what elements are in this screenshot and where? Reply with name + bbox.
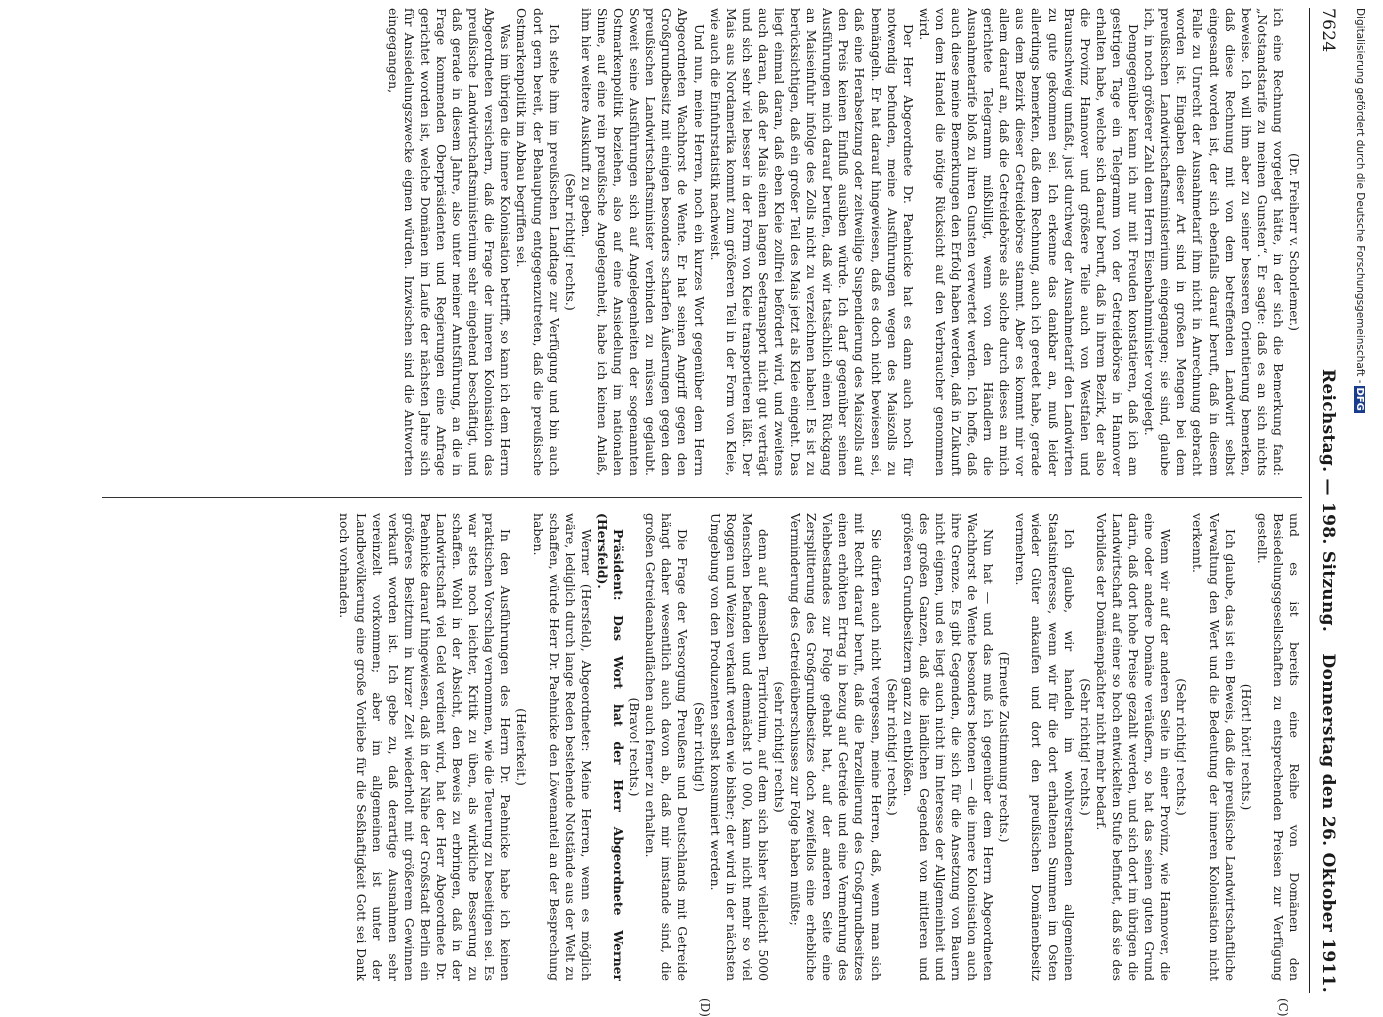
paragraph: Die Frage der Versorgung Preußens und Deutschlands mit Getreide hängt daher wesentlich auch davon ab, daß mir imstande sind, die großen Getreideanbauflächen auch ferner zu erhalten. [643, 513, 691, 981]
paragraph: Wenn wir auf der anderen Seite in einer Provinz, wie Hannover, die eine oder andere Domäne veräußern, so hat das seinen guten Grund darin, daß dort hohe Preise gezahlt werden, und sich dort im übrigen die Landwirtschaft auf einer so hoch entwickelten Stufe befindet, daß sie des Vorbildes der Domänenpächter nicht mehr bedarf. [1093, 513, 1174, 981]
paragraph: Sie dürfen auch nicht vergessen, meine Herren, daß, wenn man sich mit Recht darauf beruft, daß die Parzellierung des Großgrundbesitzes einen erhöhten Ertrag in bezug auf Getreide und eine Vermehrung des Viehbestandes zur Folge gehabt hat, auf der anderen Seite eine Zersplitterung des Großgrundbesitzes doch zweifellos eine erhebliche Verminderung des Getreideüberschusses zur Folge haben müßte; [788, 513, 884, 981]
paragraph: Ich glaube, wir handeln im wohlverstandenen allgemeinen Staatsinteresse, wenn wir für die dort erhaltenen Summen im Osten wieder Güter ankaufen und dort den preußischen Domänenbesitz vermehren. [1013, 513, 1077, 981]
speaker-paragraph: Werner (Hersfeld), Abgeordneter: Meine Herren, wenn es möglich wäre, lediglich durch lange Reden bestehende Notstände aus der Welt zu schaffen, würde Herr Dr. Paehnicke den Löwenanteil an der Besprechung haben. [530, 513, 594, 981]
interjection: (Sehr richtig! rechts.) [884, 678, 900, 816]
paragraph: Was im übrigen die innere Kolonisation betrifft, so kann ich dem Herrn Abgeordneten versichern, daß die Frage der inneren Kolonisation das preußische Landwirtschaftsministerium sehr eingehend beschäftigt, und daß gerade in diesem Jahre, also unter meiner Amtsführung, an die in Frage kommenden Oberpräsidenten und Regierungen eine Anfrage gerichtet worden ist, welche Domänen im Laufe der nächsten Jahre sich für Ansiedelungszwecke eignen würden. Inzwischen sind die Antworten eingegangen, [385, 8, 514, 476]
paragraph: Ich stehe ihm im preußischen Landtage zur Verfügung und bin auch dort gern bereit, der Behauptung entgegenzutreten, daß die preußische Ostmarkenpolitik im Abbau begriffen sei. [514, 8, 562, 476]
credit-text: Digitalisierung gefördert durch die Deutsche Forschungsgemeinschaft - [1354, 8, 1366, 384]
rotated-page-content [52, 8, 1352, 1017]
paragraph: Der Herr Abgeordnete Dr. Paehnicke hat es dann auch noch für notwendig befunden, meine Ausführungen wegen des Maiszolls zu bemängeln. Er hat darauf hingewiesen, daß es doch nicht bewiesen sei, daß eine Herabsetzung oder zeitweilige Suspendierung des Maiszolls auf den Preis keinen Einfluß ausüben würde. Ich darf gegenüber seinen Ausführungen mich darauf berufen, daß wir tatsächlich einen Rückgang an Maiseinfuhr infolge des Zolls nicht zu verzeichnen haben! Es ist zu berücksichtigen, daß ein großer Teil des Mais jetzt als Kleie eingeht. Das liegt einmal daran, daß eben Kleie zollfrei befördert wird, und zweitens auch daran, daß der Mais einen langen Seetransport nicht gut verträgt und sich sehr viel besser in der Form von Kleie transportieren läßt. Der Mais aus Nordamerika kommt zum größeren Teil in der Form von Kleie, wie auch die Einfuhrstatistik nachweist. [707, 8, 916, 476]
paragraph: und es ist bereits eine Reihe von Domänen den Besiedelungsgesellschaften zu entsprechenden Preisen zur Verfügung gestellt. [1254, 513, 1302, 981]
paragraph: Und nun, meine Herren, noch ein kurzes Wort gegenüber dem Herrn Abgeordneten Wachhorst de Wente. Er hat seinen Angriff gegen den Großgrundbesitz mit einigen besonders scharfen Äußerungen gegen den preußischen Landwirtschaftsminister verbinden zu müssen geglaubt. Soweit seine Ausführungen sich auf Angelegenheiten der sogenannten Ostmarkenpolitik beziehen, also auf eine Ansiedelung im nationalen Sinne, auf eine rein preußische Angelegenheit, habe ich keinen Anlaß, ihm hier weitere Auskunft zu geben. [578, 8, 707, 476]
left-column [62, 8, 1302, 476]
margin-marker-c: (C) [1276, 998, 1290, 1017]
interjection: (Hört! hört! rechts.) [1238, 683, 1254, 811]
interjection: (Bravo! rechts.) [627, 697, 643, 797]
digitization-credit [1354, 8, 1366, 988]
paragraph: denn auf demselben Territorium, auf dem sich bisher vielleicht 5000 Menschen befanden und demnächst 10 000, kann nicht mehr so viel Roggen und Weizen verkauft werden wie bisher; der wird in der nächsten Umgebung von den Produzenten selbst konsumiert werden. [707, 513, 771, 981]
paragraph: Nun hat — und das muß ich gegenüber dem Herrn Abgeordneten Wachhorst de Wente besonders betonen — die innere Kolonisation auch ihre Grenze. Es gibt Gegenden, die sich für die Ansetzung von Bauern nicht eignen, und es liegt auch nicht im Interesse der Allgemeinheit und des großen Ganzen, daß die ländlichen Gegenden von mittleren und größeren Grundbesitzern ganz zu entblößen. [900, 513, 997, 981]
interjection: (Sehr richtig! rechts.) [1174, 678, 1190, 816]
session-title: Reichstag. — 198. Sitzung. [1318, 368, 1338, 633]
paragraph: Demgegenüber kann ich nur mit Freuden konstatieren, daß ich am gestrigen Tage ein Telegramm von der Getreidebörse in Hannover erhalten habe, welche sich darauf beruft, daß in ihrem Bezirk, der also die Provinz Hannover und größere Teile auch von Westfalen und Braunschweig umfaßt, just durchweg der Ausnahmetarif den Landwirten zu gute gekommen sei. Ich erkenne das dankbar an, muß leider allerdings bemerken, daß dem Rechnung, auch ich geredet habe, gerade aus dem Bezirk dieser Getreidebörse stammt. Aber es kommt mir vor allem darauf an, daß die Getreidebörse als solche durch dieses an mich gerichtete Telegramm mißbilligt, wenn von den Händlern die Ausnahmetarife bloß zu ihren Gunsten verwertet werden. Ich hoffe, daß auch diese meine Bemerkungen den Erfolg haben werden, daß in Zukunft von dem Handel die nötige Rücksicht auf den Verbraucher genommen wird. [916, 8, 1142, 476]
column-divider [102, 497, 1302, 498]
page-header [1312, 8, 1352, 993]
interjection: (Sehr richtig! rechts.) [562, 173, 578, 311]
right-column [62, 513, 1302, 981]
header-rule [1309, 8, 1310, 993]
president-statement: Präsident: Das Wort hat der Herr Abgeordnete Werner (Hersfeld). [594, 513, 627, 981]
interjection: (Heiterkeit.) [514, 708, 530, 786]
interjection: (Sehr richtig! rechts.) [1077, 678, 1093, 816]
page-number: 7624 [1318, 8, 1338, 53]
margin-marker-d: (D) [698, 998, 712, 1017]
paragraph: In den Ausführungen des Herrn Dr. Paehnicke habe ich keinen praktischen Vorschlag vernommen, wie die Teuerung zu beseitigen sei. Es war stets noch leichter, Kritik zu üben, als wirkliche Besserung zu schaffen. Wohl in der Absicht, den Beweis zu erbringen, daß in der Landwirtschaft viel Geld verdient wird, hat der Herr Abgeordnete Dr. Paehnicke darauf hingewiesen, daß in der Nähe der Großstadt Berlin ein größeres Besitztum in kurzer Zeit wiederholt mit größerem Gewinnen verkauft worden ist. Ich gebe zu, daß derartige Ausnahmen sehr vereinzelt vorkommen; aber im allgemeinen ist unter der Landbevölkerung eine große Vorliebe für die Seßhaftigkeit Gott sei Dank noch vorhanden. [337, 513, 514, 981]
interjection: (Erneute Zustimmung rechts.) [997, 651, 1013, 843]
interjection: (sehr richtig! rechts) [772, 681, 787, 813]
interjection: (Sehr richtig!) [691, 702, 707, 792]
paragraph: ich eine Rechnung vorgelegt hätte, in der sich die Bemerkung fand: „Notstandstarife zu meinen Gunsten“. Er sagte: daß es an sich nichts beweise. Ich will ihm aber zu seiner besseren Orientierung bemerken, daß diese Rechnung mit von dem betreffenden Landwirt selbst eingesandt worden ist, der sich ebenfalls darauf beruft, daß in diesem Falle zu Unrecht der Ausnahmetarif ihm nicht in Anrechnung gebracht worden ist. Eingaben dieser Art sind in großen Mengen bei dem preußischen Landwirtschaftsministerium eingegangen; sie sind, glaube ich, in noch größerer Zahl dem Herrn Eisenbahnminister vorgelegt. [1142, 8, 1286, 476]
speaker-tag: (Dr. Freiherr v. Schorlemer.) [1287, 152, 1302, 332]
session-date: Donnerstag den 26. Oktober 1911. [1318, 653, 1338, 993]
dfg-logo: DFG [1354, 387, 1365, 411]
paragraph: Ich glaube, das ist ein Beweis, daß die preußische Landwirtschaftliche Verwaltung den Wert und die Bedeutung der inneren Kolonisation nicht verkennt. [1190, 513, 1238, 981]
